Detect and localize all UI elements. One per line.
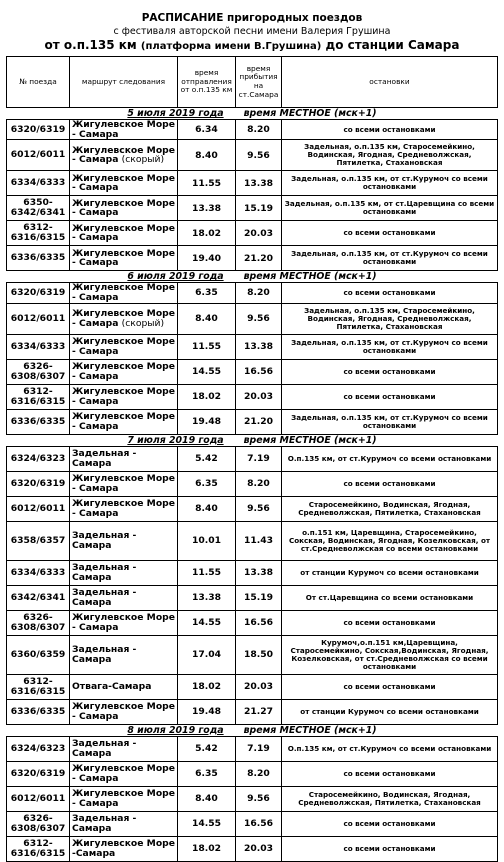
arrival-time: 9.56 — [236, 496, 282, 521]
arrival-time: 7.19 — [236, 736, 282, 761]
train-route — [70, 786, 178, 811]
departure-time: 14.55 — [178, 359, 236, 384]
departure-time: 6.34 — [178, 120, 236, 140]
stops-text: о.п.151 км, Царевщина, Старосемейкино, Сокская, Водинская, Ягодная, Козелковская, от ст.Средневолжская со всеми остановками — [282, 521, 498, 560]
departure-time: 5.42 — [178, 736, 236, 761]
route-text: Жигулевское Море - Самара — [72, 497, 175, 519]
col-departure: время отправления от о.п.135 км — [178, 57, 236, 108]
departure-time: 18.02 — [178, 221, 236, 246]
stops-text: со всеми остановками — [282, 674, 498, 699]
stops-text: Задельная, о.п.135 км, от ст.Курумоч со всеми остановками — [282, 171, 498, 196]
departure-time: 11.55 — [178, 334, 236, 359]
train-number: 6360/6359 — [7, 635, 70, 674]
departure-time: 11.55 — [178, 171, 236, 196]
time-zone-note: время МЕСТНОЕ (мск+1) — [243, 724, 377, 736]
train-route — [70, 811, 178, 836]
departure-time: 8.40 — [178, 786, 236, 811]
stops-text: Задельная, о.п.135 км, от ст.Курумоч со всеми остановками — [282, 334, 498, 359]
route-text: Жигулевское Море - Самара — [72, 700, 175, 722]
arrival-time: 8.20 — [236, 120, 282, 140]
route-text: Жигулевское Море - Самара — [72, 611, 175, 633]
table-row — [7, 610, 498, 635]
route-text: Отвага-Самара — [72, 680, 152, 692]
train-number: 6312-6316/6315 — [7, 384, 70, 409]
departure-time: 8.40 — [178, 496, 236, 521]
table-row — [7, 283, 498, 303]
table-header-row — [7, 57, 498, 108]
route-text: Жигулевское Море - Самара — [72, 787, 175, 809]
departure-time: 10.01 — [178, 521, 236, 560]
arrival-time: 9.56 — [236, 786, 282, 811]
table-row — [7, 196, 498, 221]
stops-text: со всеми остановками — [282, 120, 498, 140]
departure-time: 18.02 — [178, 836, 236, 861]
arrival-time: 20.03 — [236, 221, 282, 246]
departure-time: 6.35 — [178, 761, 236, 786]
train-number: 6320/6319 — [7, 761, 70, 786]
train-route — [70, 140, 178, 171]
arrival-time: 8.20 — [236, 761, 282, 786]
route-note: (скорый) — [121, 154, 165, 166]
departure-time: 18.02 — [178, 384, 236, 409]
train-number: 6334/6333 — [7, 334, 70, 359]
day-header-row — [7, 271, 498, 283]
arrival-time: 9.56 — [236, 303, 282, 334]
table-row — [7, 334, 498, 359]
train-route — [70, 610, 178, 635]
departure-time: 14.55 — [178, 610, 236, 635]
day-header — [7, 434, 498, 446]
train-number: 6336/6335 — [7, 699, 70, 724]
departure-time: 14.55 — [178, 811, 236, 836]
train-route — [70, 303, 178, 334]
day-header — [7, 271, 498, 283]
train-number: 6312-6316/6315 — [7, 221, 70, 246]
route-text: Жигулевское Море - Самара — [72, 360, 175, 382]
table-row — [7, 359, 498, 384]
train-route — [70, 334, 178, 359]
arrival-time: 15.19 — [236, 196, 282, 221]
train-number: 6312-6316/6315 — [7, 836, 70, 861]
stops-text: со всеми остановками — [282, 384, 498, 409]
route-text: Жигулевское Море - Самара — [72, 410, 175, 432]
departure-time: 19.48 — [178, 699, 236, 724]
stops-text: со всеми остановками — [282, 811, 498, 836]
table-row — [7, 246, 498, 271]
stops-text: со всеми остановками — [282, 471, 498, 496]
stops-text: Задельная, о.п.135 км, Старосемейкино, Водинская, Ягодная, Средневолжская, Пятилетка, Стахановская — [282, 140, 498, 171]
train-route — [70, 283, 178, 303]
departure-time: 8.40 — [178, 303, 236, 334]
route-text: Жигулевское Море - Самара — [72, 385, 175, 407]
route-text: Задельная - Самара — [72, 561, 137, 583]
stops-text: Старосемейкино, Водинская, Ягодная, Средневолжская, Пятилетка, Стахановская — [282, 786, 498, 811]
train-route — [70, 246, 178, 271]
stops-text: Задельная, о.п.135 км, от ст.Курумоч со всеми остановками — [282, 409, 498, 434]
table-row — [7, 496, 498, 521]
train-route — [70, 496, 178, 521]
train-route — [70, 521, 178, 560]
stops-text: Задельная, о.п.135 км, Старосемейкино, Водинская, Ягодная, Средневолжская, Пятилетка, Стахановская — [282, 303, 498, 334]
col-train-number: № поезда — [7, 57, 70, 108]
stops-text: со всеми остановками — [282, 836, 498, 861]
route-text: Жигулевское Море - Самара — [72, 282, 175, 303]
stops-text: Старосемейкино, Водинская, Ягодная, Средневолжская, Пятилетка, Стахановская — [282, 496, 498, 521]
train-route — [70, 196, 178, 221]
table-row — [7, 521, 498, 560]
arrival-time: 8.20 — [236, 471, 282, 496]
train-number: 6326-6308/6307 — [7, 359, 70, 384]
arrival-time: 21.20 — [236, 246, 282, 271]
train-route — [70, 836, 178, 861]
stops-text: со всеми остановками — [282, 610, 498, 635]
arrival-time: 21.20 — [236, 409, 282, 434]
train-number: 6336/6335 — [7, 409, 70, 434]
schedule-body — [7, 108, 498, 862]
route-text: Задельная - Самара — [72, 529, 137, 551]
time-zone-note: время МЕСТНОЕ (мск+1) — [243, 108, 377, 119]
schedule-table — [6, 56, 498, 862]
arrival-time: 21.27 — [236, 699, 282, 724]
route-text: Жигулевское Море - Самара — [72, 144, 175, 166]
departure-time: 18.02 — [178, 674, 236, 699]
route-text: Жигулевское Море - Самара — [72, 307, 175, 329]
train-number: 6324/6323 — [7, 736, 70, 761]
route-text: Жигулевское Море - Самара — [72, 197, 175, 219]
train-route — [70, 736, 178, 761]
stops-text: со всеми остановками — [282, 221, 498, 246]
day-header-row — [7, 434, 498, 446]
train-route — [70, 560, 178, 585]
stops-text: от станции Курумоч со всеми остановками — [282, 699, 498, 724]
train-route — [70, 585, 178, 610]
train-number: 6358/6357 — [7, 521, 70, 560]
col-route: маршрут следования — [70, 57, 178, 108]
arrival-time: 20.03 — [236, 836, 282, 861]
train-route — [70, 674, 178, 699]
train-number: 6320/6319 — [7, 471, 70, 496]
departure-time: 17.04 — [178, 635, 236, 674]
train-route — [70, 471, 178, 496]
arrival-time: 13.38 — [236, 334, 282, 359]
day-date: 6 июля 2019 года — [127, 271, 224, 283]
departure-time: 6.35 — [178, 283, 236, 303]
train-number: 6326-6308/6307 — [7, 610, 70, 635]
train-number: 6334/6333 — [7, 560, 70, 585]
route-heading — [0, 38, 504, 52]
stops-text: Задельная, о.п.135 км, от ст.Курумоч со всеми остановками — [282, 246, 498, 271]
arrival-time: 20.03 — [236, 674, 282, 699]
stops-text: О.п.135 км, от ст.Курумоч со всеми остановками — [282, 446, 498, 471]
train-route — [70, 171, 178, 196]
table-row — [7, 761, 498, 786]
day-header-row — [7, 108, 498, 120]
table-row — [7, 585, 498, 610]
route-to: до станции Самара — [325, 38, 460, 52]
table-row — [7, 471, 498, 496]
train-number: 6312-6316/6315 — [7, 674, 70, 699]
page-title: РАСПИСАНИЕ пригородных поездов — [141, 12, 363, 24]
table-row — [7, 736, 498, 761]
arrival-time: 16.56 — [236, 610, 282, 635]
day-date: 8 июля 2019 года — [127, 724, 224, 736]
route-text: Жигулевское Море - Самара — [72, 247, 175, 269]
route-text: Задельная - Самара — [72, 447, 137, 469]
train-route — [70, 699, 178, 724]
train-number: 6350-6342/6341 — [7, 196, 70, 221]
departure-time: 13.38 — [178, 196, 236, 221]
table-row — [7, 560, 498, 585]
departure-time: 13.38 — [178, 585, 236, 610]
stops-text: со всеми остановками — [282, 359, 498, 384]
table-row — [7, 120, 498, 140]
table-row — [7, 221, 498, 246]
table-row — [7, 140, 498, 171]
train-number: 6336/6335 — [7, 246, 70, 271]
day-header — [7, 724, 498, 736]
day-header — [7, 108, 498, 120]
table-row — [7, 303, 498, 334]
departure-time: 11.55 — [178, 560, 236, 585]
arrival-time: 15.19 — [236, 585, 282, 610]
train-route — [70, 446, 178, 471]
day-header-row — [7, 724, 498, 736]
route-note: (скорый) — [121, 317, 165, 329]
stops-text: Задельная, о.п.135 км, от ст.Царевщина со всеми остановками — [282, 196, 498, 221]
page-subtitle: с фестиваля авторской песни имени Валерия Грушина — [113, 26, 391, 37]
stops-text: Курумоч,о.п.151 км,Царевщина, Старосемейкино, Сокская,Водинская, Ягодная, Козелковская, от ст.Средневолжская со всеми остановками — [282, 635, 498, 674]
train-route — [70, 409, 178, 434]
arrival-time: 11.43 — [236, 521, 282, 560]
train-number: 6012/6011 — [7, 786, 70, 811]
departure-time: 6.35 — [178, 471, 236, 496]
table-row — [7, 635, 498, 674]
arrival-time: 16.56 — [236, 811, 282, 836]
table-row — [7, 699, 498, 724]
day-date: 7 июля 2019 года — [127, 434, 224, 446]
train-route — [70, 359, 178, 384]
col-stops: остановки — [282, 57, 498, 108]
time-zone-note: время МЕСТНОЕ (мск+1) — [243, 434, 377, 446]
train-number: 6342/6341 — [7, 585, 70, 610]
train-number: 6326-6308/6307 — [7, 811, 70, 836]
arrival-time: 16.56 — [236, 359, 282, 384]
table-row — [7, 384, 498, 409]
train-route — [70, 120, 178, 140]
route-text: Задельная - Самара — [72, 737, 137, 759]
train-number: 6012/6011 — [7, 140, 70, 171]
arrival-time: 18.50 — [236, 635, 282, 674]
table-row — [7, 811, 498, 836]
stops-text: От ст.Царевщина со всеми остановками — [282, 585, 498, 610]
departure-time: 19.48 — [178, 409, 236, 434]
table-row — [7, 171, 498, 196]
table-row — [7, 674, 498, 699]
arrival-time: 8.20 — [236, 283, 282, 303]
train-number: 6320/6319 — [7, 283, 70, 303]
table-row — [7, 836, 498, 861]
route-text: Жигулевское Море - Самара — [72, 172, 175, 194]
route-text: Задельная - Самара — [72, 643, 137, 665]
time-zone-note: время МЕСТНОЕ (мск+1) — [243, 271, 377, 283]
train-number: 6012/6011 — [7, 496, 70, 521]
arrival-time: 13.38 — [236, 560, 282, 585]
arrival-time: 13.38 — [236, 171, 282, 196]
stops-text: от станции Курумоч со всеми остановками — [282, 560, 498, 585]
train-route — [70, 761, 178, 786]
departure-time: 8.40 — [178, 140, 236, 171]
departure-time: 19.40 — [178, 246, 236, 271]
route-text: Жигулевское Море - Самара — [72, 119, 175, 140]
train-route — [70, 221, 178, 246]
arrival-time: 9.56 — [236, 140, 282, 171]
arrival-time: 7.19 — [236, 446, 282, 471]
route-platform: (платформа имени В.Грушина) — [140, 41, 322, 52]
departure-time: 5.42 — [178, 446, 236, 471]
route-text: Жигулевское Море - Самара — [72, 222, 175, 244]
route-from: от о.п.135 км — [44, 38, 137, 52]
route-text: Жигулевское Море - Самара — [72, 335, 175, 357]
train-number: 6334/6333 — [7, 171, 70, 196]
table-row — [7, 409, 498, 434]
stops-text: со всеми остановками — [282, 761, 498, 786]
arrival-time: 20.03 — [236, 384, 282, 409]
train-route — [70, 384, 178, 409]
route-text: Жигулевское Море - Самара — [72, 472, 175, 494]
train-number: 6320/6319 — [7, 120, 70, 140]
route-text: Жигулевское Море - Самара — [72, 762, 175, 784]
col-arrival: время прибытия на ст.Самара — [236, 57, 282, 108]
route-text: Жигулевское Море -Самара — [72, 837, 175, 859]
train-route — [70, 635, 178, 674]
train-number: 6012/6011 — [7, 303, 70, 334]
train-number: 6324/6323 — [7, 446, 70, 471]
route-text: Задельная - Самара — [72, 812, 137, 834]
stops-text: О.п.135 км, от ст.Курумоч со всеми остановками — [282, 736, 498, 761]
stops-text: со всеми остановками — [282, 283, 498, 303]
table-row — [7, 786, 498, 811]
table-row — [7, 446, 498, 471]
day-date: 5 июля 2019 года — [127, 108, 224, 119]
route-text: Задельная - Самара — [72, 586, 137, 608]
